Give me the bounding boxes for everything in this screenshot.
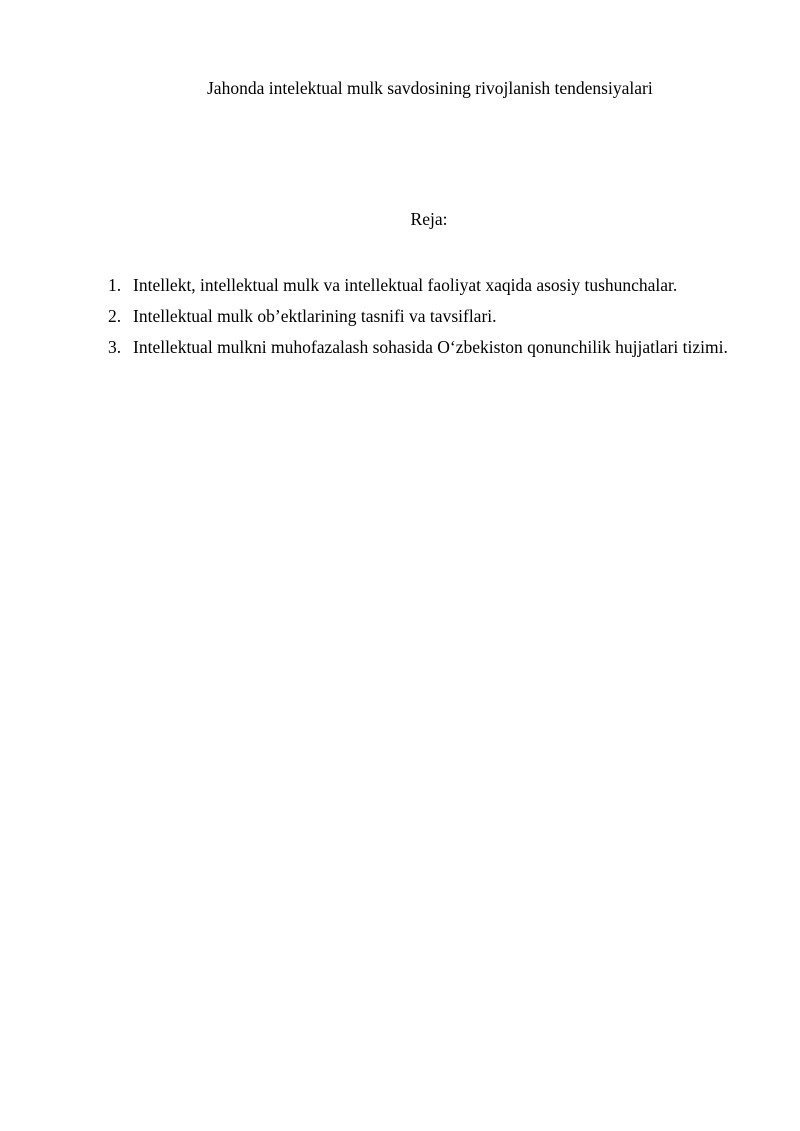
- plan-item-text: Intellektual mulkni muhofazalash sohasida O‘zbekiston qonunchilik hujjatlari tizimi.: [133, 337, 728, 357]
- plan-item-number: 3.: [108, 337, 122, 357]
- document-title: Jahonda intelektual mulk savdosining rivojlanish tendensiyalari: [207, 78, 653, 98]
- plan-item-text: Intellektual mulk ob’ektlarining tasnifi va tavsiflari.: [133, 306, 497, 326]
- plan-list: [108, 270, 728, 363]
- plan-item-number: 1.: [108, 275, 122, 295]
- plan-item-2: [108, 301, 728, 332]
- plan-item-3: [108, 332, 728, 363]
- plan-heading: Reja:: [410, 209, 448, 229]
- plan-item-1: [108, 270, 728, 301]
- plan-item-number: 2.: [108, 306, 122, 326]
- plan-item-text: Intellekt, intellektual mulk va intellektual faoliyat xaqida asosiy tushunchalar.: [133, 275, 678, 295]
